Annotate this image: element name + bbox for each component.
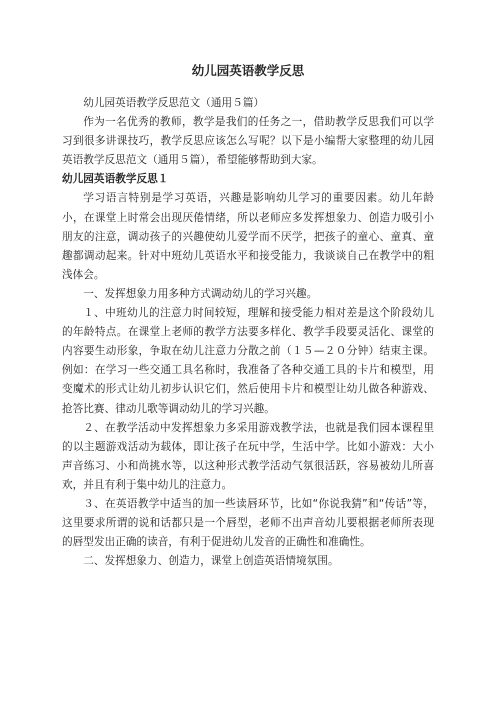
paragraph: 幼儿园英语教学反思范文（通用５篇）: [83, 97, 265, 109]
paragraph: 一、发挥想象力用多种方式调动幼儿的学习兴趣。: [83, 287, 318, 300]
paragraph: 学习语言特别是学习英语，兴趣是影响幼儿学习的重要因素。幼儿年龄小，在课堂上时常会出现厌倦情绪，所以老师应多发挥想象力、创造力吸引小朋友的注意，调动孩子的兴趣使幼儿爱学而不厌学，把孩子的童心、童真、童趣都调动起来。针对中班幼儿英语水平和接受能力，我谈谈自己在教学中的粗浅体会。: [62, 192, 434, 281]
document-body: [62, 94, 434, 571]
document-title: 幼儿园英语教学反思: [191, 63, 305, 78]
section-heading: 幼儿园英语教学反思１: [62, 173, 169, 186]
paragraph: 作为一名优秀的教师，教学是我们的任务之一，借助教学反思我们可以学习到很多讲课技巧，教学反思应该怎么写呢？以下是小编帮大家整理的幼儿园英语教学反思范文（通用５篇），希望能够帮助到大家。: [62, 116, 434, 167]
paragraph: ３、在英语教学中适当的加一些读唇环节，比如“你说我猜”和“传话”等，这里要求所谓的说和话都只是一个唇型，老师不出声音幼儿要根据老师所表现的唇型发出正确的读音，有利于促进幼儿发音的正确性和准确性。: [62, 497, 434, 549]
paragraph: ２、在教学活动中发挥想象力多采用游戏教学法，也就是我们园本课程里的以主题游戏活动为载体，即让孩子在玩中学，生活中学。比如小游戏：大小声音练习、小和尚挑水等，以这种形式教学活动气氛很活跃，容易被幼儿所喜欢，并且有利于集中幼儿的注意力。: [62, 421, 434, 491]
paragraph: １、中班幼儿的注意力时间较短，理解和接受能力相对差是这个阶段幼儿的年龄特点。在课堂上老师的教学方法要多样化、教学手段要灵活化、课堂的内容要生动形象，争取在幼儿注意力分散之前（１５—２０分钟）结束主课。例如：在学习一些交通工具名称时，我准备了各种交通工具的卡片和模型，用变魔术的形式让幼儿初步认识它们，然后使用卡片和模型让幼儿做各种游戏、抢答比赛、律动儿歌等调动幼儿的学习兴趣。: [62, 307, 434, 415]
paragraph: 二、发挥想象力、创造力，课堂上创造英语情境氛围。: [83, 555, 339, 568]
